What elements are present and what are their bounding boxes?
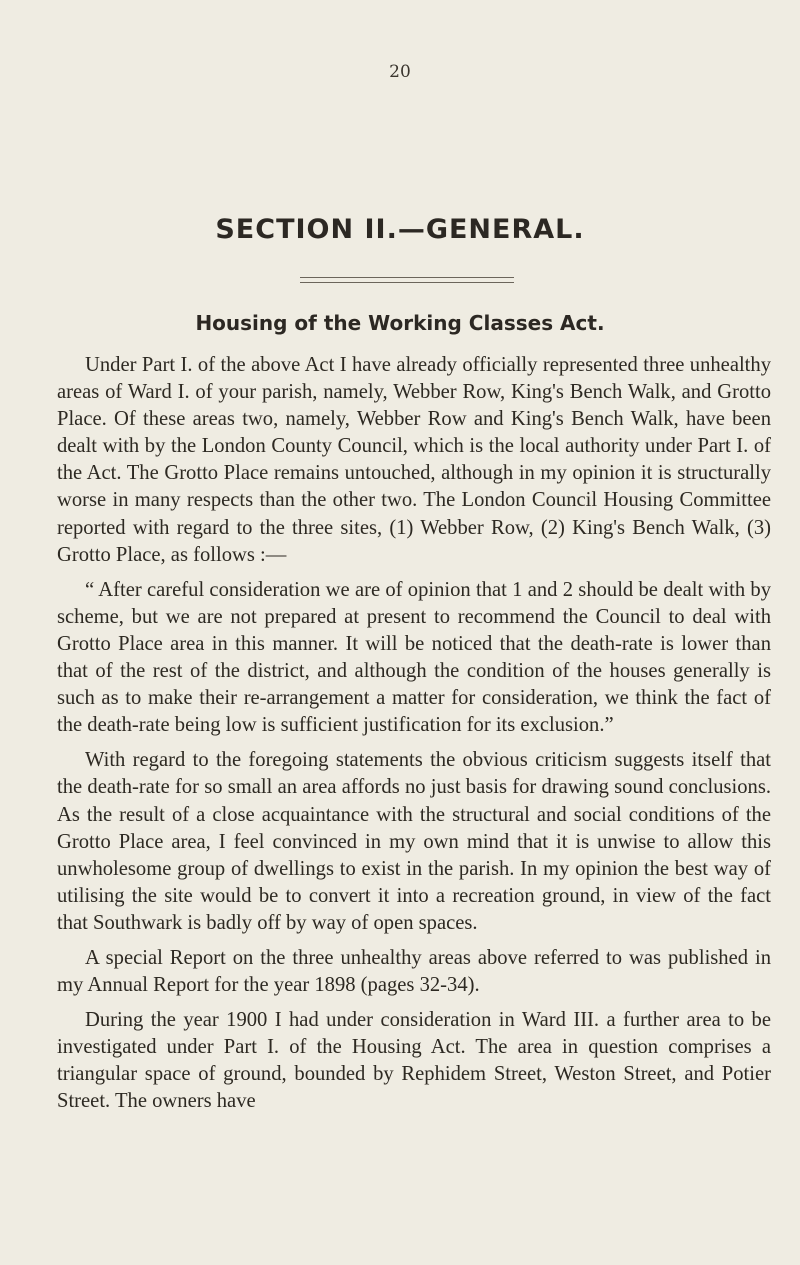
paragraph-5: During the year 1900 I had under consideration in Ward III. a further area to be investigated under Part I. of the Housing Act. The area in question comprises a triangular space of ground, bounded by Rephidem Street, Weston Street, and Potier Street. The owners have: [57, 1009, 771, 1113]
paragraph-3: With regard to the foregoing statements the obvious criticism suggests itself that the death-rate for so small an area affords no just basis for drawing sound conclusions. As the result of a close acquaintance with the structural and social conditions of the Grotto Place area, I feel convinced in my own mind that it is unwise to allow this unwholesome group of dwellings to exist in the parish. In my opinion the best way of utilising the site would be to convert it into a recreation ground, in view of the fact that Southwark is badly off by way of open spaces.: [57, 749, 771, 934]
body-text: [57, 352, 771, 1116]
title-divider: [300, 277, 514, 283]
paragraph-4: A special Report on the three unhealthy areas above referred to was published in my Annual Report for the year 1898 (pages 32-34).: [57, 946, 771, 997]
paragraph-1: Under Part I. of the above Act I have already officially represented three unhealthy areas of Ward I. of your parish, namely, Webber Row, King's Bench Walk, and Grotto Place. Of these areas two, namely, Webber Row and King's Bench Walk, have been dealt with by the London County Council, which is the local authority under Part I. of the Act. The Grotto Place remains untouched, although in my opinion it is structurally worse in many respects than the other two. The London Council Housing Committee reported with regard to the three sites, (1) Webber Row, (2) King's Bench Walk, (3) Grotto Place, as follows :—: [57, 354, 771, 566]
paragraph-2-quotation: “ After careful consideration we are of opinion that 1 and 2 should be dealt with by scheme, but we are not prepared at present to recommend the Council to deal with Grotto Place area in this manner. It will be noticed that the death-rate is lower than that of the rest of the district, and although the condition of the houses generally is such as to make their re-arrangement a matter for consideration, we think the fact of the death-rate being low is sufficient justification for its exclusion.”: [57, 578, 771, 737]
subheading: Housing of the Working Classes Act.: [195, 311, 605, 335]
page-number: 20: [389, 62, 411, 82]
section-title: SECTION II.—GENERAL.: [215, 214, 585, 245]
